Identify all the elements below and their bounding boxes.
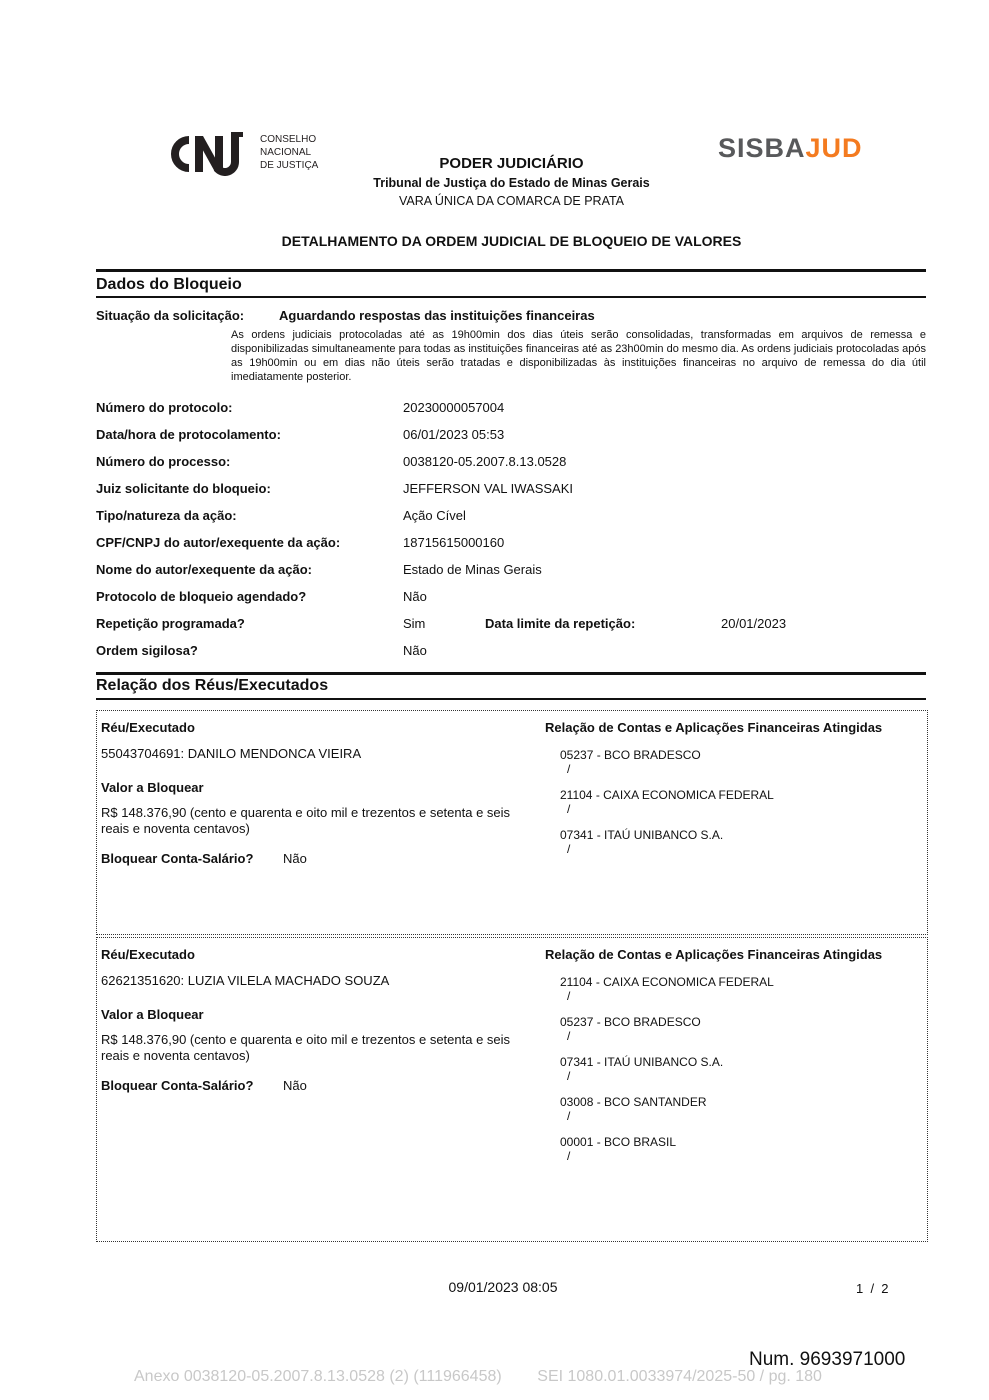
vara-name: VARA ÚNICA DA COMARCA DE PRATA: [398, 194, 625, 208]
field-label: CPF/CNPJ do autor/exequente da ação:: [96, 535, 341, 550]
valor-value: R$ 148.376,90 (cento e quarenta e oito mil e trezentos e setenta e seis reais e noventa centavos): [101, 805, 511, 836]
reu-name: 55043704691: DANILO MENDONCA VIEIRA: [101, 746, 362, 761]
field-label: Número do processo:: [96, 454, 231, 469]
reu-name: 62621351620: LUZIA VILELA MACHADO SOUZA: [101, 973, 390, 988]
section-divider-top: [96, 672, 926, 675]
reu-label: Réu/Executado: [101, 720, 195, 735]
valor-label: Valor a Bloquear: [101, 780, 204, 795]
account-item: 21104 - CAIXA ECONOMICA FEDERAL: [560, 975, 774, 989]
notice-text: As ordens judiciais protocoladas até as 19h00min dos dias úteis serão consolidadas, transformadas em arquivos de remessa e disponibilizadas simultaneamente para todas as instituições financeiras até as 23h00min do mesmo dia. As ordens judiciais protocoladas após as 19h00min ou em dias não úteis serão tratadas e disponibilizadas às instituições financeiras no arquivo de remessa do dia útil imediatamente posterior.: [231, 329, 926, 383]
reu-card: [96, 937, 928, 1242]
cnj-logo-line-2: NACIONAL: [260, 147, 312, 158]
section-divider-top: [96, 269, 926, 272]
account-item: 05237 - BCO BRADESCO: [560, 1015, 701, 1029]
sisbajud-logo-suffix: JUD: [805, 133, 863, 163]
field-label: Ordem sigilosa?: [96, 643, 198, 658]
court-name: Tribunal de Justiça do Estado de Minas Gerais: [373, 176, 650, 190]
field-value: Não: [403, 589, 427, 604]
conta-salario-value: Não: [283, 851, 307, 866]
situacao-value: Aguardando respostas das instituições financeiras: [279, 308, 595, 323]
account-list: [560, 975, 774, 1163]
document-number: Num. 9693971000: [749, 1349, 906, 1370]
conta-salario-label: Bloquear Conta-Salário?: [101, 1078, 254, 1093]
account-item: 21104 - CAIXA ECONOMICA FEDERAL: [560, 788, 774, 802]
conta-salario-value: Não: [283, 1078, 307, 1093]
valor-value: R$ 148.376,90 (cento e quarenta e oito mil e trezentos e setenta e seis reais e noventa centavos): [101, 1032, 511, 1063]
field-label: Repetição programada?: [96, 616, 245, 631]
contas-label: Relação de Contas e Aplicações Financeiras Atingidas: [545, 947, 883, 962]
contas-label: Relação de Contas e Aplicações Financeiras Atingidas: [545, 720, 883, 735]
account-item: 03008 - BCO SANTANDER: [560, 1095, 707, 1109]
account-item: 07341 - ITAÚ UNIBANCO S.A.: [560, 1055, 724, 1069]
account-slash: /: [567, 842, 571, 856]
account-slash: /: [567, 1029, 571, 1043]
field-value: 06/01/2023 05:53: [403, 427, 505, 442]
account-item: 00001 - BCO BRASIL: [560, 1135, 677, 1149]
account-slash: /: [567, 1149, 571, 1163]
field-label: Protocolo de bloqueio agendado?: [96, 589, 307, 604]
footer-datetime: 09/01/2023 08:05: [448, 1279, 558, 1295]
annex-watermark: Anexo 0038120-05.2007.8.13.0528 (2) (111966458) SEI 1080.01.0033974/2025-50 / pg. 180: [134, 1368, 822, 1385]
account-slash: /: [567, 762, 571, 776]
field-value: Sim: [403, 616, 426, 631]
account-slash: /: [567, 1109, 571, 1123]
sisbajud-logo-prefix: SISBA: [718, 133, 806, 163]
page-heading: PODER JUDICIÁRIO: [439, 155, 584, 172]
account-item: 05237 - BCO BRADESCO: [560, 748, 701, 762]
field-value: Ação Cível: [403, 508, 466, 523]
reu-label: Réu/Executado: [101, 947, 195, 962]
cnj-logo-line-3: DE JUSTIÇA: [260, 160, 319, 171]
section-title-reus: Relação dos Réus/Executados: [96, 677, 329, 694]
field-value: 0038120-05.2007.8.13.0528: [403, 454, 567, 469]
field-label: Tipo/natureza da ação:: [96, 508, 237, 523]
field-value: JEFFERSON VAL IWASSAKI: [403, 481, 573, 496]
section-title-bloqueio: Dados do Bloqueio: [96, 276, 242, 293]
account-slash: /: [567, 989, 571, 1003]
field-value: 18715615000160: [403, 535, 505, 550]
section-divider-bottom: [96, 296, 926, 298]
field-label: Nome do autor/exequente da ação:: [96, 562, 312, 577]
account-slash: /: [567, 802, 571, 816]
page-number: 1 / 2: [856, 1281, 889, 1296]
reu-card: [96, 710, 928, 935]
field-label: Número do protocolo:: [96, 400, 233, 415]
data-limite-value: 20/01/2023: [721, 616, 787, 631]
valor-label: Valor a Bloquear: [101, 1007, 204, 1022]
field-value: 20230000057004: [403, 400, 505, 415]
section-divider-bottom: [96, 698, 926, 700]
field-value: Estado de Minas Gerais: [403, 562, 542, 577]
cnj-logo-line-1: CONSELHO: [260, 134, 317, 145]
account-list: [560, 748, 774, 856]
field-label: Data/hora de protocolamento:: [96, 427, 281, 442]
situacao-label: Situação da solicitação:: [96, 308, 245, 323]
account-slash: /: [567, 1069, 571, 1083]
document-title: DETALHAMENTO DA ORDEM JUDICIAL DE BLOQUEIO DE VALORES: [281, 233, 742, 249]
field-value: Não: [403, 643, 427, 658]
account-item: 07341 - ITAÚ UNIBANCO S.A.: [560, 828, 724, 842]
data-limite-label: Data limite da repetição:: [485, 616, 636, 631]
field-label: Juiz solicitante do bloqueio:: [96, 481, 271, 496]
conta-salario-label: Bloquear Conta-Salário?: [101, 851, 254, 866]
